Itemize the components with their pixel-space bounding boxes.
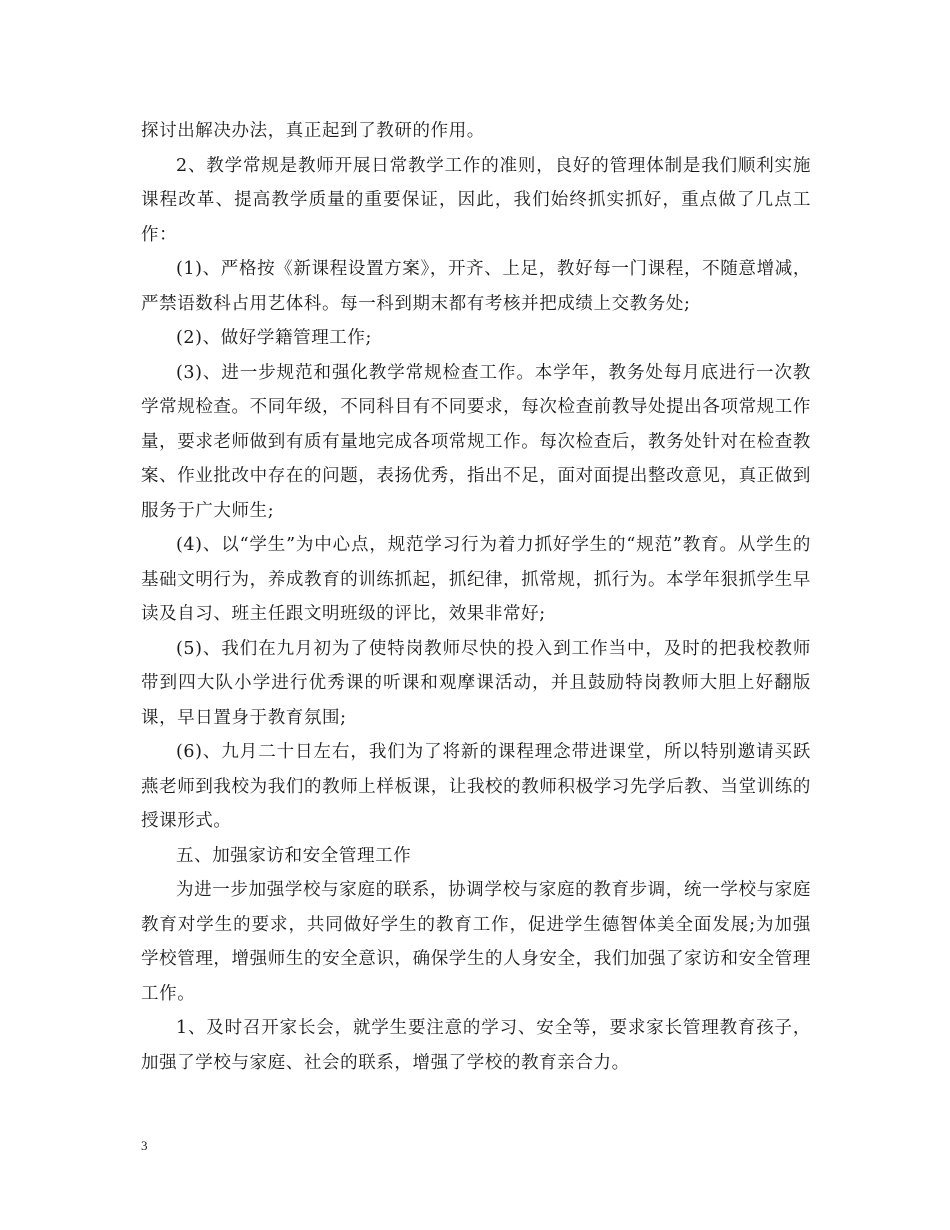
paragraph: (5)、我们在九月初为了使特岗教师尽快的投入到工作当中，及时的把我校教师带到四大队小学进行优秀课的听课和观摩课活动，并且鼓励特岗教师大胆上好翻版课，早日置身于教育氛围; <box>141 638 811 728</box>
paragraph: (6)、九月二十日左右，我们为了将新的课程理念带进课堂，所以特别邀请买跃燕老师到我校为我们的教师上样板课，让我校的教师积极学习先学后教、当堂训练的授课形式。 <box>141 742 811 831</box>
paragraph: 2、教学常规是教师开展日常教学工作的准则，良好的管理体制是我们顺利实施课程改革、提高教学质量的重要保证，因此，我们始终抓实抓好，重点做了几点工作： <box>141 155 811 245</box>
paragraph: 为进一步加强学校与家庭的联系，协调学校与家庭的教育步调，统一学校与家庭教育对学生的要求，共同做好学生的教育工作，促进学生德智体美全面发展;为加强学校管理，增强师生的安全意识，确保学生的人身安全，我们加强了家访和安全管理工作。 <box>141 880 811 1004</box>
paragraph: (3)、进一步规范和强化教学常规检查工作。本学年，教务处每月底进行一次教学常规检查。不同年级，不同科目有不同要求，每次检查前教导处提出各项常规工作量，要求老师做到有质有量地完成各项常规工作。每次检查后，教务处针对在检查教案、作业批改中存在的问题，表扬优秀，指出不足，面对面提出整改意见，真正做到服务于广大师生; <box>141 362 811 521</box>
section-heading: 五、加强家访和安全管理工作 <box>176 845 412 866</box>
paragraph: (2)、做好学籍管理工作; <box>176 328 372 348</box>
page-number: 3 <box>141 1138 148 1153</box>
paragraph: (1)、严格按《新课程设置方案》，开齐、上足，教好每一门课程，不随意增减，严禁语数科占用艺体科。每一科到期末都有考核并把成绩上交教务处; <box>141 259 811 314</box>
paragraph: (4)、以“学生”为中心点，规范学习行为着力抓好学生的“规范”教育。从学生的基础文明行为，养成教育的训练抓起，抓纪律，抓常规，抓行为。本学年狠抓学生早读及自习、班主任跟文明班级的评比，效果非常好; <box>141 535 811 624</box>
paragraph: 1、及时召开家长会，就学生要注意的学习、安全等，要求家长管理教育孩子，加强了学校与家庭、社会的联系，增强了学校的教育亲合力。 <box>141 1018 811 1073</box>
paragraph: 探讨出解决办法，真正起到了教研的作用。 <box>141 121 485 141</box>
document-body <box>141 114 811 1080</box>
